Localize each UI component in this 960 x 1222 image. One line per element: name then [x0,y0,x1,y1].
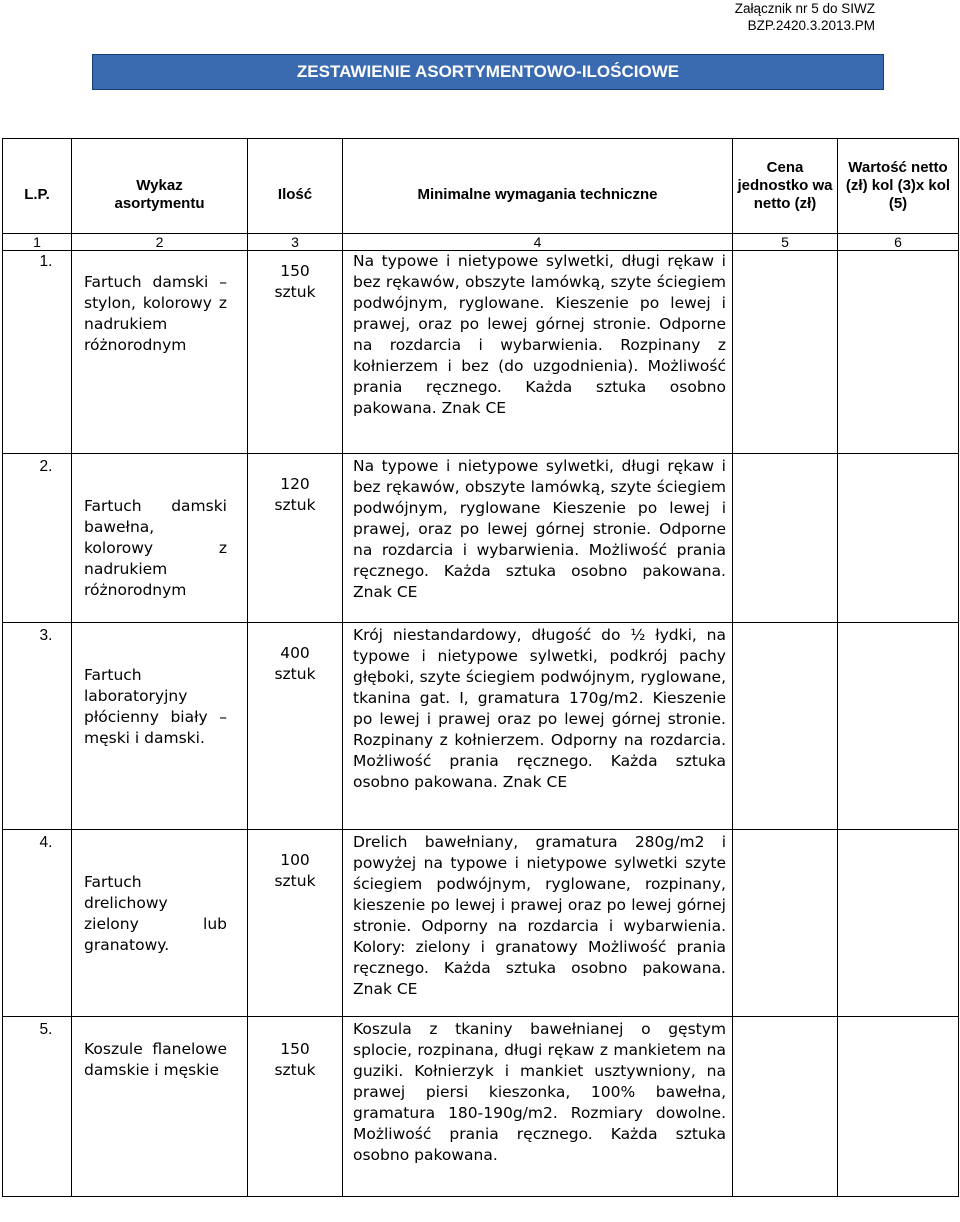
reference-number: BZP.2420.3.2013.PM [747,18,875,33]
item-name: Koszule flanelowe damskie i męskie [84,1040,227,1079]
column-header-name-label: Wykaz asortymentu [114,177,205,212]
table-row [3,830,959,1017]
column-number: 4 [343,234,733,251]
column-header-value [838,139,959,234]
item-quantity: 400 sztuk [274,644,316,683]
column-header-name [72,139,248,234]
item-requirements: Koszula z tkaniny bawełnianej o gęstym splocie, rozpinana, długi rękaw z mankietem na guziki. Kołnierzyk i mankiet usztywniony, na prawej piersi kieszonka, 100% bawełna, gramatura 180-190g/m2. Rozmiary dowolne. Możliwość prania ręcznego. Każda sztuka osobno pakowana. [353,1020,726,1164]
item-requirements-cell [343,454,733,623]
row-number: 1. [3,251,72,454]
column-number: 5 [733,234,838,251]
item-name: Fartuch laboratoryjny płócienny biały – męski i damski. [84,666,227,747]
column-number: 3 [248,234,343,251]
item-requirements: Krój niestandardowy, długość do ½ łydki, na typowe i nietypowe sylwetki, podkrój pachy głęboki, szyte ściegiem podwójnym, ryglowane, tkanina gat. I, gramatura 170g/m2. Kieszenie po lewej i prawej oraz po lewej górnej stronie. Rozpinany z kołnierzem. Odporny na rozdarcia. Możliwość prania ręcznego. Każda sztuka osobno pakowana. Znak CE [353,626,726,791]
column-number-row [3,234,959,251]
unit-price-cell [733,830,838,1017]
column-header-value-label: Wartość netto (zł) kol (3)x kol (5) [845,159,951,212]
item-name: Fartuch damski bawełna, kolorowy z nadrukiem różnorodnym [84,497,227,599]
item-requirements-cell [343,830,733,1017]
row-number: 2. [3,454,72,623]
row-number: 4. [3,830,72,1017]
item-requirements-cell [343,623,733,830]
item-quantity: 150 sztuk [274,1040,316,1079]
attachment-info [735,0,875,34]
unit-price-cell [733,251,838,454]
unit-price-cell [733,1017,838,1197]
column-header-lp: L.P. [3,139,72,234]
document-title: ZESTAWIENIE ASORTYMENTOWO-ILOŚCIOWE [92,54,884,90]
row-number: 3. [3,623,72,830]
item-name-cell [72,454,248,623]
column-header-price [733,139,838,234]
column-header-requirements: Minimalne wymagania techniczne [343,139,733,234]
item-quantity-cell [248,623,343,830]
net-value-cell [838,454,959,623]
assortment-table [2,138,959,1197]
item-quantity-cell [248,251,343,454]
net-value-cell [838,1017,959,1197]
column-number: 6 [838,234,959,251]
item-quantity-cell [248,454,343,623]
item-quantity: 150 sztuk [274,262,316,301]
attachment-number: Załącznik nr 5 do SIWZ [734,1,875,16]
item-name: Fartuch damski – stylon, kolorowy z nadrukiem różnorodnym [84,273,227,354]
column-header-price-label: Cena jednostko wa netto (zł) [737,159,833,212]
item-quantity: 100 sztuk [274,851,316,890]
column-header-qty: Ilość [248,139,343,234]
column-number: 2 [72,234,248,251]
item-requirements: Drelich bawełniany, gramatura 280g/m2 i powyżej na typowe i nietypowe sylwetki szyte ściegiem podwójnym, ryglowane, rozpinany, kieszenie po lewej i prawej oraz po lewej górnej stronie. Odporny na rozdarcia i wybarwienia. Kolory: zielony i granatowy Możliwość prania ręcznego. Każda sztuka osobno pakowana. Znak CE [353,833,726,998]
item-name-cell [72,623,248,830]
item-quantity-cell [248,830,343,1017]
item-quantity: 120 sztuk [274,475,316,514]
unit-price-cell [733,623,838,830]
item-name-cell [72,830,248,1017]
item-requirements-cell [343,251,733,454]
row-number: 5. [3,1017,72,1197]
net-value-cell [838,251,959,454]
item-requirements-cell [343,1017,733,1197]
item-name-cell [72,251,248,454]
item-requirements: Na typowe i nietypowe sylwetki, długi rękaw i bez rękawów, obszyte lamówką, szyte ściegiem podwójnym, ryglowane. Kieszenie po lewej i prawej, oraz po lewej górnej stronie. Odporne na rozdarcia i wybarwienia. Rozpinany z kołnierzem i bez (do uzgodnienia). Możliwość prania ręcznego. Każda sztuka osobno pakowana. Znak CE [353,252,726,417]
column-number: 1 [3,234,72,251]
table-header-row [3,139,959,234]
unit-price-cell [733,454,838,623]
table-row [3,251,959,454]
table-row [3,623,959,830]
item-name: Fartuch drelichowy zielony lub granatowy. [84,873,227,954]
table-row [3,454,959,623]
net-value-cell [838,623,959,830]
net-value-cell [838,830,959,1017]
item-name-cell [72,1017,248,1197]
item-requirements: Na typowe i nietypowe sylwetki, długi rękaw i bez rękawów, obszyte lamówką, szyte ściegiem podwójnym, ryglowane Kieszenie po lewej i prawej, oraz po lewej górnej stronie. Odporne na rozdarcia i wybarwienia. Możliwość prania ręcznego. Każda sztuka osobno pakowana. Znak CE [353,457,726,601]
item-quantity-cell [248,1017,343,1197]
table-row [3,1017,959,1197]
